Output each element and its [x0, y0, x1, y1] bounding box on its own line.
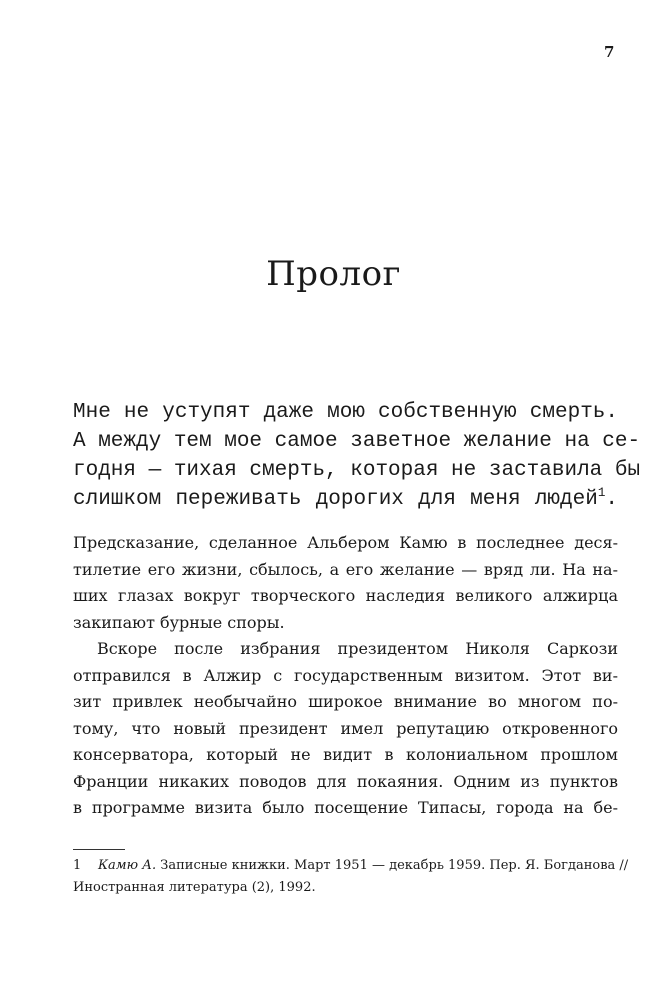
- footnote-source: Записные книжки. Март 1951 — декабрь 1959. Пер. Я. Богданова //: [156, 858, 629, 873]
- epigraph: [73, 398, 641, 514]
- chapter-title: Пролог: [266, 254, 401, 294]
- paragraph2-line: тому, что новый президент имел репутацию откровенного: [73, 718, 618, 738]
- paragraph1-line: закипают бурные споры.: [73, 612, 285, 632]
- page-number: 7: [604, 43, 615, 61]
- paragraph2-line: в программе визита было посещение Типасы, города на бе-: [73, 798, 618, 817]
- paragraph1-line: ших глазах вокруг творческого наследия великого алжирца: [73, 586, 618, 605]
- epigraph-last-text: слишком переживать дорогих для меня людей: [73, 488, 598, 511]
- footnote-author: Камю А.: [98, 858, 157, 873]
- epigraph-period: .: [605, 488, 618, 511]
- paragraph2-line: Вскоре после избрания президентом Николя Саркози: [97, 639, 618, 658]
- paragraph2-line: консерватора, который не видит в колониальном прошлом: [73, 745, 618, 764]
- footnote-line: Иностранная литература (2), 1992.: [73, 880, 316, 895]
- footnote-reference[interactable]: 1: [597, 486, 606, 500]
- paragraph2-line: зит привлек необычайно широкое внимание во многом по-: [73, 692, 618, 711]
- footnote: [73, 855, 629, 899]
- footnote-number: 1: [73, 858, 82, 873]
- epigraph-line-last: [73, 485, 618, 514]
- footnote-divider: [73, 849, 125, 850]
- body-text: [73, 530, 618, 822]
- paragraph1-line: Предсказание, сделанное Альбером Камю в последнее деся-: [73, 533, 618, 552]
- footnote-line: [73, 855, 629, 877]
- paragraph2-line: Франции никаких поводов для покаяния. Одним из пунктов: [73, 771, 618, 791]
- epigraph-line: А между тем мое самое заветное желание на се-: [73, 430, 641, 453]
- paragraph1-line: тилетие его жизни, сбылось, а его желание — вряд ли. На на-: [73, 559, 618, 579]
- paragraph2-line: отправился в Алжир с государственным визитом. Этот ви-: [73, 665, 618, 685]
- epigraph-line: Мне не уступят даже мою собственную смерть.: [73, 401, 618, 424]
- epigraph-line: годня — тихая смерть, которая не заставила бы: [73, 459, 641, 482]
